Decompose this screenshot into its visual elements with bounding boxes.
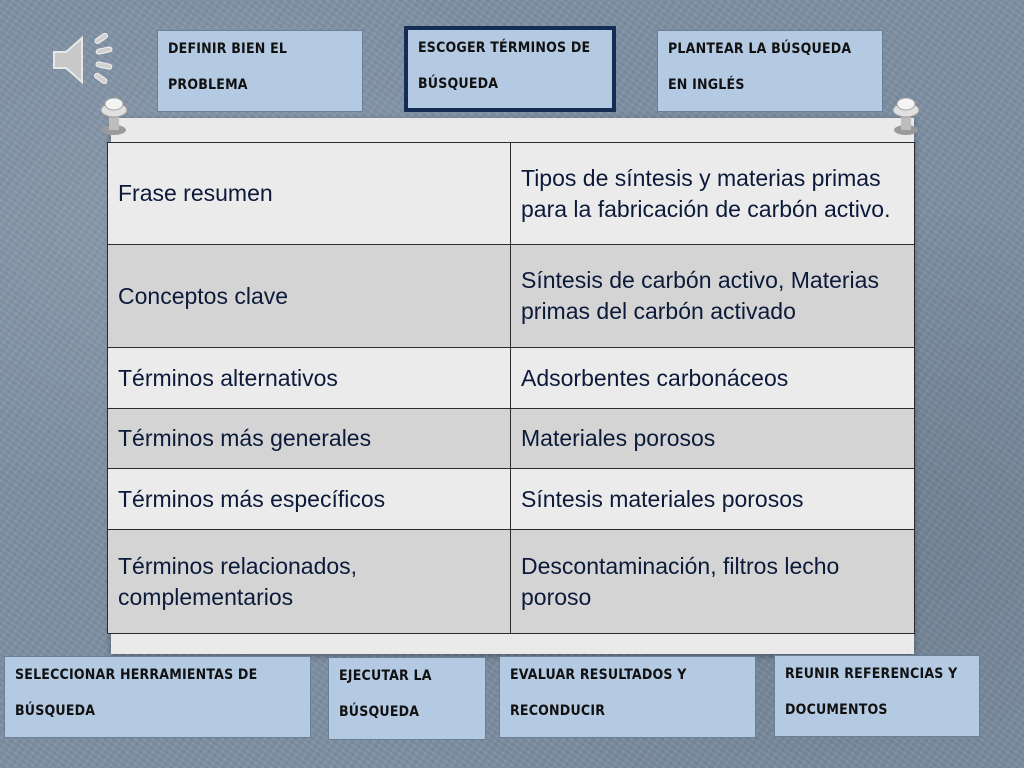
pushpin-icon xyxy=(888,96,924,136)
step-definir-problema[interactable] xyxy=(157,30,363,112)
step-seleccionar-herramientas[interactable] xyxy=(4,656,311,738)
step-evaluar-resultados[interactable] xyxy=(499,656,756,738)
step-escoger-terminos[interactable] xyxy=(404,26,616,112)
search-terms-table xyxy=(107,142,915,634)
value-cell: Síntesis materiales porosos xyxy=(511,469,915,530)
step-label: SELECCIONAR HERRAMIENTAS DE BÚSQUEDA xyxy=(15,667,258,719)
term-cell: Conceptos clave xyxy=(108,245,511,348)
table-row xyxy=(108,348,915,409)
table-row xyxy=(108,409,915,469)
value-cell: Descontaminación, filtros lecho poroso xyxy=(511,530,915,634)
step-label: PLANTEAR LA BÚSQUEDA EN INGLÉS xyxy=(668,41,852,93)
value-cell: Adsorbentes carbonáceos xyxy=(511,348,915,409)
step-label: ESCOGER TÉRMINOS DE BÚSQUEDA xyxy=(418,40,591,92)
step-reunir-referencias[interactable] xyxy=(774,655,980,737)
value-cell: Síntesis de carbón activo, Materias primas del carbón activado xyxy=(511,245,915,348)
term-cell: Términos relacionados, complementarios xyxy=(108,530,511,634)
term-cell: Frase resumen xyxy=(108,143,511,245)
table-row xyxy=(108,245,915,348)
value-cell: Materiales porosos xyxy=(511,409,915,469)
pushpin-icon xyxy=(96,96,132,136)
speaker-icon[interactable] xyxy=(50,30,120,90)
step-label: EJECUTAR LA BÚSQUEDA xyxy=(339,668,432,720)
term-cell: Términos más generales xyxy=(108,409,511,469)
table-row xyxy=(108,469,915,530)
step-ejecutar-busqueda[interactable] xyxy=(328,657,486,740)
step-label: REUNIR REFERENCIAS Y DOCUMENTOS xyxy=(785,666,958,718)
step-plantear-ingles[interactable] xyxy=(657,30,883,112)
table-row xyxy=(108,530,915,634)
value-cell: Tipos de síntesis y materias primas para la fabricación de carbón activo. xyxy=(511,143,915,245)
term-cell: Términos alternativos xyxy=(108,348,511,409)
term-cell: Términos más específicos xyxy=(108,469,511,530)
step-label: EVALUAR RESULTADOS Y RECONDUCIR xyxy=(510,667,687,719)
step-label: DEFINIR BIEN EL PROBLEMA xyxy=(168,41,288,93)
table-row xyxy=(108,143,915,245)
